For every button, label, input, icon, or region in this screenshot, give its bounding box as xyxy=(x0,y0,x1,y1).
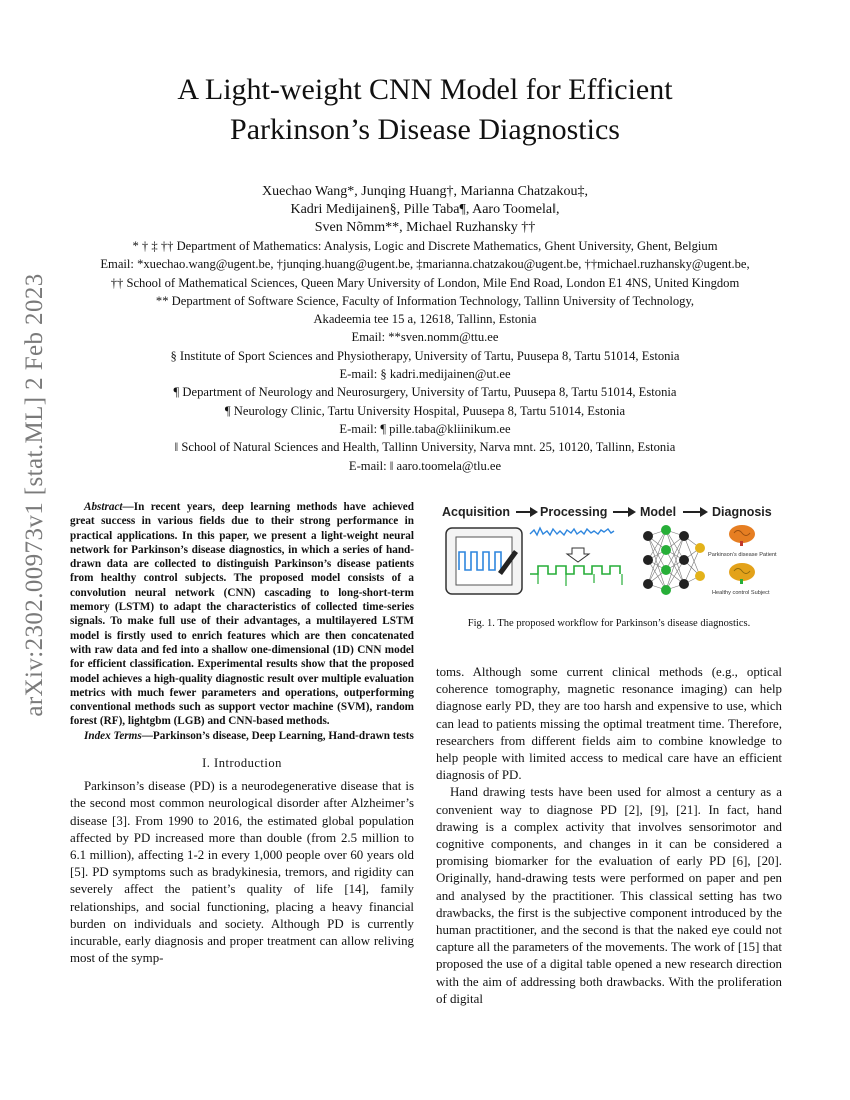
brain-icon xyxy=(729,525,755,546)
diagnosis-label: Healthy control Subject xyxy=(712,590,770,596)
neural-network-icon xyxy=(643,525,705,595)
index-terms-label: Index Terms xyxy=(84,729,142,742)
section-heading: I. Introduction xyxy=(202,756,282,771)
affiliation-line: E-mail: § kadri.medijainen@ut.ee xyxy=(339,367,511,382)
affiliation-line: ** Department of Software Science, Faculty of Information Technology, Tallinn University of Technology, xyxy=(155,293,695,308)
author-line: Sven Nõmm**, Michael Ruzhansky †† xyxy=(314,220,536,235)
right-column xyxy=(436,664,782,1008)
abstract xyxy=(70,500,414,743)
body-paragraph: Hand drawing tests have been used for almost a century as a convenient way to diagnose PD [2], [9], [21]. In fact, hand drawing is a complex activity that involves sensorimotor and cognitive components, and changes in it can be considered a promising biomarker for the evaluation of early PD [6], [20]. Originally, hand-drawing tests were performed on paper and pen and analysed by the practitioner. This classical setting has two drawbacks, the first is the subjective component introduced by the human practitioner, and the second is that the naked eye could not capture all the parameters of the movements. The work of [15] that proposed the use of a digital table opened a new research direction with the aim of addressing both drawbacks. With the proliferation of digital xyxy=(436,785,782,1006)
intro-paragraph: Parkinson’s disease (PD) is a neurodegenerative disease that is the second most common neurological disorder after Alzheimer’s disease [3]. From 1990 to 2016, the estimated global population affected by PD increased more than double (from 2.5 million to 6.1 million), affecting 1-2 in every 1,000 people over 60 years old [5]. PD symptoms such as bradykinesia, tremors, and rigidity can severely affect the patient’s quality of life [14], family relationships, and social functioning, placing a heavy financial burden on individuals and society. Although PD is currently incurable, early diagnosis and proper treatment can allow reliving most of the symp- xyxy=(70,779,414,966)
workflow-figure xyxy=(438,500,784,610)
affiliation-line: * † ‡ †† Department of Mathematics: Analysis, Logic and Discrete Mathematics, Ghent University, Ghent, Belgium xyxy=(132,239,718,253)
arrow-icon xyxy=(683,507,708,517)
figure-caption: Fig. 1. The proposed workflow for Parkinson’s disease diagnostics. xyxy=(467,618,751,629)
affiliation-line: Email: **sven.nomm@ttu.ee xyxy=(351,330,499,345)
author-line: Xuechao Wang*, Junqing Huang†, Marianna Chatzakou‡, xyxy=(262,184,588,199)
arxiv-id: arXiv:2302.00973v1 [stat.ML] 2 Feb 2023 xyxy=(21,273,48,717)
affiliation-line: Email: *xuechao.wang@ugent.be, †junqing.huang@ugent.be, ‡marianna.chatzakou@ugent.be, ††michael.ruzhansky@ugent.be, xyxy=(100,257,750,272)
affiliation-line: E-mail: ‖ aaro.toomela@tlu.ee xyxy=(348,458,502,473)
stage-label: Processing xyxy=(540,505,608,519)
author-line: Kadri Medijainen§, Pille Taba¶, Aaro Toomela‖, xyxy=(290,202,560,217)
brain-icon xyxy=(729,563,755,584)
affiliation-line: E-mail: ¶ pille.taba@kliinikum.ee xyxy=(339,421,511,436)
title-line-2: Parkinson’s Disease Diagnostics xyxy=(230,113,620,146)
affiliation-line: ‖ School of Natural Sciences and Health, Tallinn University, Narva mnt. 25, 10120, Tallinn, Estonia xyxy=(174,440,676,455)
stage-label: Diagnosis xyxy=(712,505,772,519)
abstract-label: Abstract xyxy=(84,501,123,513)
affiliation-block xyxy=(40,237,810,475)
body-paragraph: toms. Although some current clinical methods (e.g., optical coherence tomography, magnetic resonance imaging) can help diagnose early PD, they are too harsh and expensive to use, which can lead to patients missing the optimal treatment time. Therefore, researchers from different fields aim to combine knowledge to help people with limited access to medical care have an efficient diagnosis of PD. xyxy=(436,665,782,783)
signal-plot-icon xyxy=(530,528,622,586)
left-column xyxy=(70,500,414,967)
affiliation-line: § Institute of Sport Sciences and Physiotherapy, University of Tartu, Puusepa 8, Tartu 51014, Estonia xyxy=(170,348,680,363)
affiliation-line: ¶ Department of Neurology and Neurosurgery, University of Tartu, Puusepa 8, Tartu 51014, Estonia xyxy=(173,385,677,400)
arrow-icon xyxy=(516,507,538,517)
arrow-icon xyxy=(613,507,636,517)
index-terms-text: —Parkinson’s disease, Deep Learning, Hand-drawn tests xyxy=(141,729,414,742)
author-list xyxy=(60,183,790,237)
affiliation-line: †† School of Mathematical Sciences, Queen Mary University of London, Mile End Road, London E1 4NS, United Kingdom xyxy=(110,275,740,290)
stage-label: Model xyxy=(640,505,677,519)
stage-label: Acquisition xyxy=(442,505,511,519)
affiliation-line: ¶ Neurology Clinic, Tartu University Hospital, Puusepa 8, Tartu 51014, Estonia xyxy=(224,403,626,418)
tablet-icon xyxy=(446,528,522,594)
paper-title xyxy=(90,70,760,150)
title-line-1: A Light-weight CNN Model for Efficient xyxy=(177,73,673,106)
affiliation-line: Akadeemia tee 15 a, 12618, Tallinn, Estonia xyxy=(313,312,537,327)
diagnosis-label: Parkinson’s disease Patient xyxy=(708,552,777,558)
abstract-text: —In recent years, deep learning methods have achieved great success in various fields due to their strong performance in practical applications. In this paper, we present a light-weight neural network for Parkinson’s disease diagnostics, in which a series of hand-drawn data are collected to distinguish Parkinson’s disease patients from healthy control subjects. The proposed model consists of a convolution neural network (CNN) cascading to long-short-term memory (LSTM) to adapt the characteristics of collected time-series signals. To make full use of their advantages, a multilayered LSTM model is firstly used to enrich features which are then concatenated with raw data and fed into a shallow one-dimensional (1D) CNN model for efficient classification. Experimental results show that the proposed model achieves a high-quality diagnostic result over multiple evaluation metrics with much fewer parameters and operations, outperforming conventional methods such as support vector machine (SVM), random forest (RF), lightgbm (LGB) and CNN-based methods. xyxy=(70,501,414,728)
